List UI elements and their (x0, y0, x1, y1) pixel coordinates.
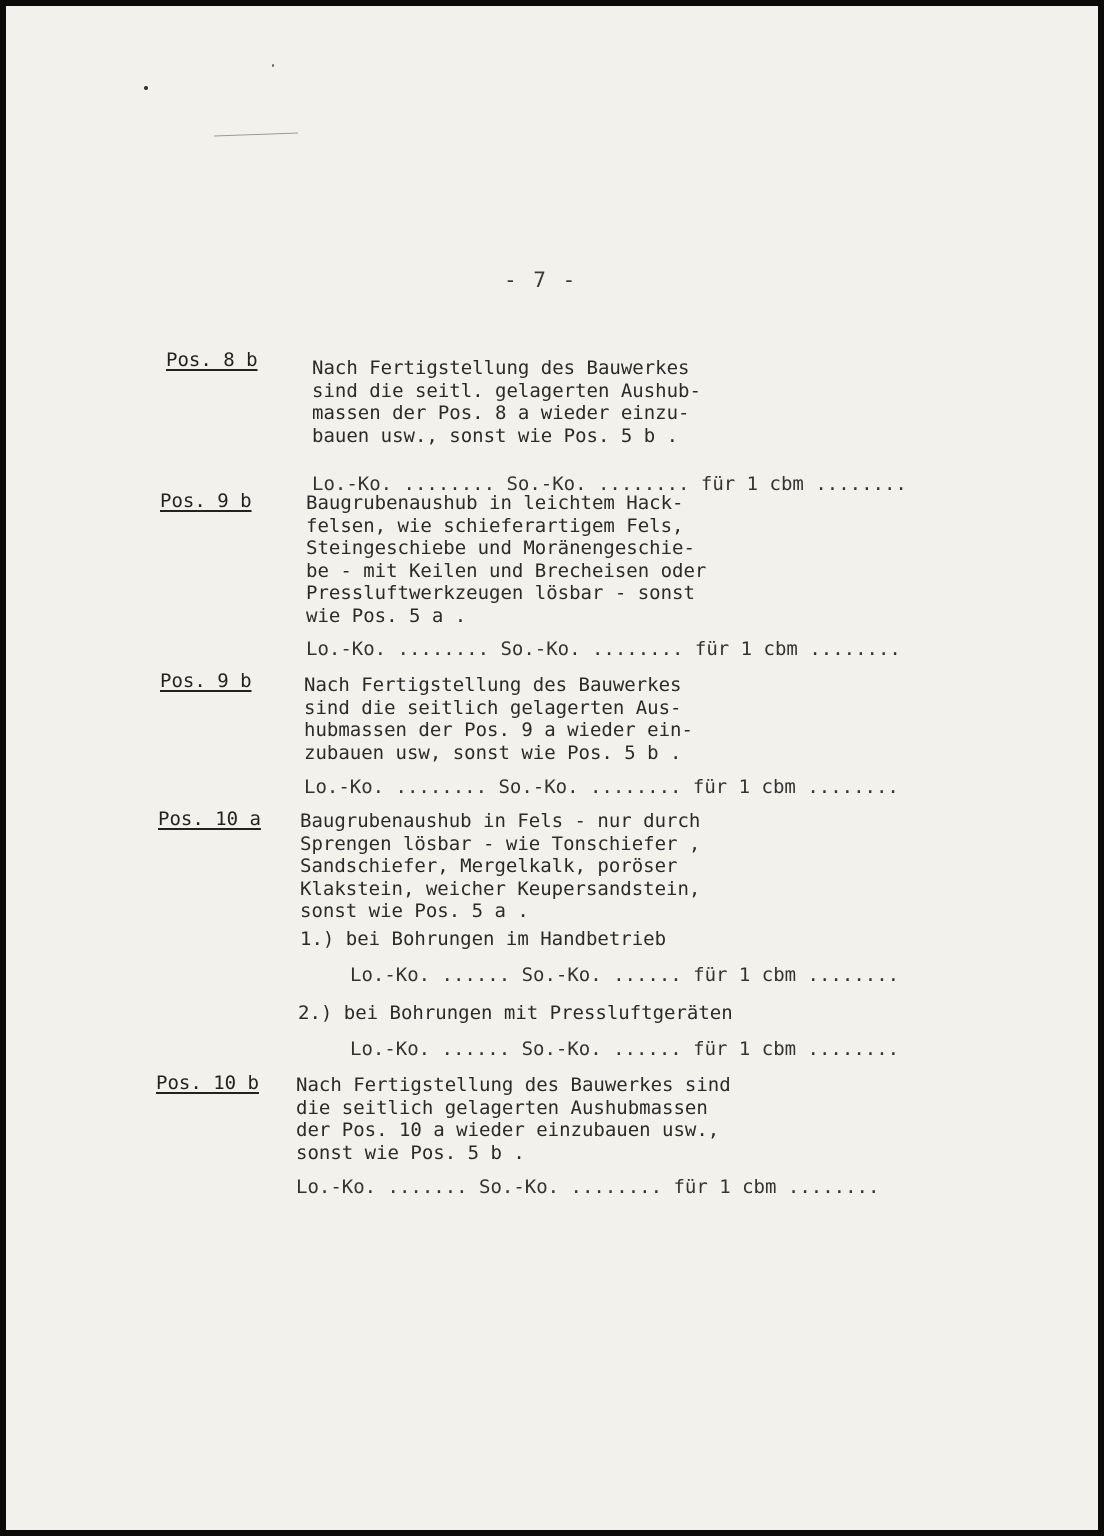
description-line: Klakstein, weicher Keupersandstein, (300, 877, 701, 900)
page-number: - 7 - (504, 268, 578, 292)
description-line: sonst wie Pos. 5 a . (300, 900, 529, 922)
description-line: Nach Fertigstellung des Bauwerkes (304, 674, 682, 696)
description-line: Pressluftwerkzeugen lösbar - sonst (306, 582, 695, 604)
description-line: Nach Fertigstellung des Bauwerkes sind (296, 1074, 731, 1096)
position-label: Pos. 9 b (160, 670, 252, 692)
price-line: Lo.-Ko. ....... So.-Ko. ........ für 1 cbm ........ (296, 1176, 880, 1198)
position-label: Pos. 9 b (160, 490, 252, 512)
price-line: Lo.-Ko. ...... So.-Ko. ...... für 1 cbm ........ (350, 1038, 900, 1060)
pencil-scratch (214, 133, 298, 137)
price-line: Lo.-Ko. ........ So.-Ko. ........ für 1 cbm ........ (306, 638, 901, 660)
position-description (306, 492, 706, 627)
description-line: Baugrubenaushub in leichtem Hack- (306, 492, 684, 514)
position-label: Pos. 10 a (158, 808, 261, 830)
position-description (300, 810, 700, 923)
document-page (6, 6, 1098, 1530)
subitem-label: 1.) bei Bohrungen im Handbetrieb (300, 928, 667, 950)
description-line: sonst wie Pos. 5 b . (296, 1141, 525, 1164)
position-description (304, 674, 693, 764)
description-line: Baugrubenaushub in Fels - nur durch (300, 810, 701, 832)
description-line: wie Pos. 5 a . (306, 604, 467, 627)
description-line: hubmassen der Pos. 9 a wieder ein- (304, 719, 693, 741)
price-line: Lo.-Ko. ...... So.-Ko. ...... für 1 cbm ........ (350, 964, 900, 986)
subitem-label: 2.) bei Bohrungen mit Pressluftgeräten (298, 1002, 733, 1024)
description-line: felsen, wie schieferartigem Fels, (306, 514, 684, 537)
description-line: Steingeschiebe und Moränengeschie- (306, 537, 695, 559)
ink-speck (144, 86, 148, 90)
price-line: Lo.-Ko. ........ So.-Ko. ........ für 1 cbm ........ (312, 473, 907, 495)
position-label: Pos. 8 b (166, 349, 258, 371)
price-line: Lo.-Ko. ........ So.-Ko. ........ für 1 cbm ........ (304, 776, 899, 798)
description-line: bauen usw., sonst wie Pos. 5 b . (312, 424, 679, 447)
position-description (312, 357, 701, 447)
description-line: zubauen usw, sonst wie Pos. 5 b . (304, 741, 682, 764)
ink-speck (272, 64, 274, 67)
description-line: die seitlich gelagerten Aushubmassen (296, 1096, 708, 1119)
description-line: massen der Pos. 8 a wieder einzu- (312, 402, 690, 424)
description-line: be - mit Keilen und Brecheisen oder (306, 559, 707, 582)
description-line: Nach Fertigstellung des Bauwerkes (312, 357, 690, 379)
description-line: der Pos. 10 a wieder einzubauen usw., (296, 1119, 720, 1141)
position-label: Pos. 10 b (156, 1072, 259, 1094)
description-line: Sprengen lösbar - wie Tonschiefer , (300, 832, 701, 855)
description-line: sind die seitl. gelagerten Aushub- (312, 379, 701, 402)
description-line: sind die seitlich gelagerten Aus- (304, 696, 682, 719)
description-line: Sandschiefer, Mergelkalk, poröser (300, 855, 678, 877)
position-description (296, 1074, 731, 1164)
